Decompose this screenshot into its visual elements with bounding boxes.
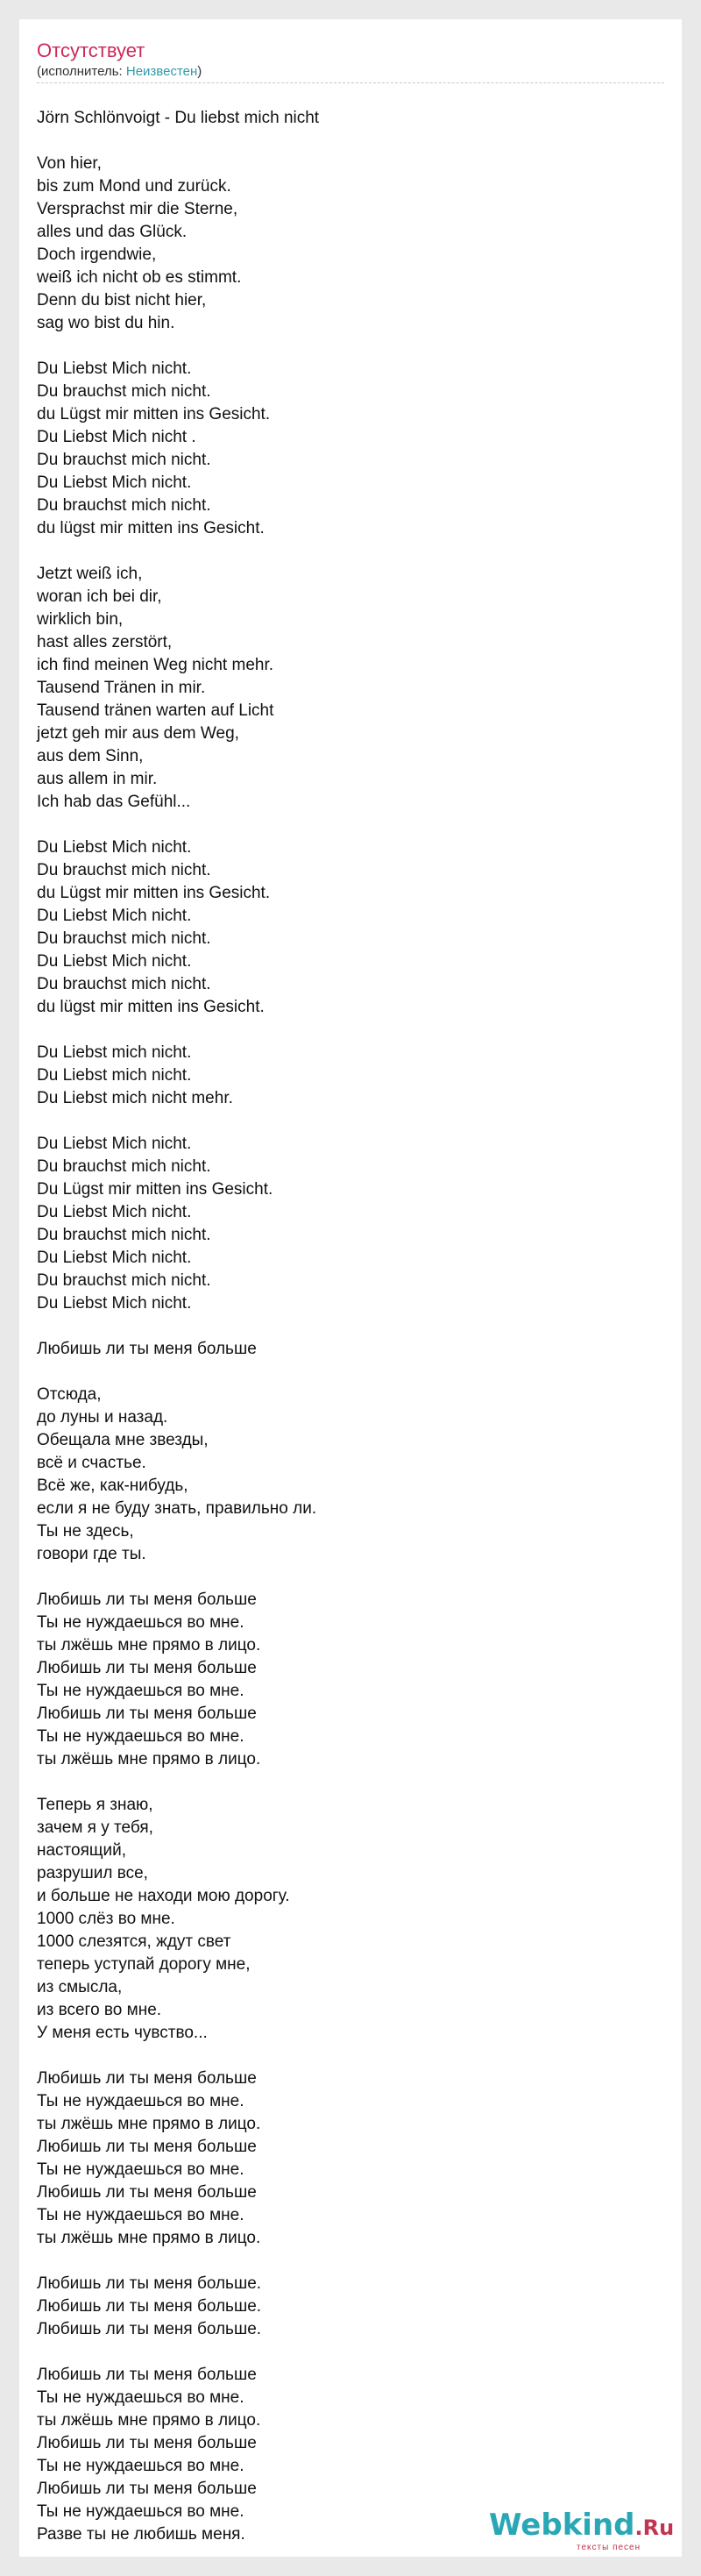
artist-line xyxy=(37,63,202,81)
header-divider xyxy=(37,82,664,83)
site-logo[interactable] xyxy=(489,2508,675,2560)
page-title: Отсутствует xyxy=(37,39,145,61)
artist-suffix: ) xyxy=(197,64,202,79)
lyrics-text: Jörn Schlönvoigt - Du liebst mich nicht Von hier, bis zum Mond und zurück. Versprachst mir die Sterne, alles und das Glück. Doch irgendwie, weiß ich nicht ob es stimmt. Denn du bist nicht hier, sag wo bist du hin. Du Liebst Mich nicht. Du brauchst mich nicht. du Lügst mir mitten ins Gesicht. Du Liebst Mich nicht . Du brauchst mich nicht. Du Liebst Mich nicht. Du brauchst mich nicht. du lügst mir mitten ins Gesicht. Jetzt weiß ich, woran ich bei dir, wirklich bin, hast alles zerstört, ich find meinen Weg nicht mehr. Tausend Tränen in mir. Tausend tränen warten auf Licht jetzt geh mir aus dem Weg, aus dem Sinn, aus allem in mir. Ich hab das Gefühl... Du Liebst Mich nicht. Du brauchst mich nicht. du Lügst mir mitten ins Gesicht. Du Liebst Mich nicht. Du brauchst mich nicht. Du Liebst Mich nicht. Du brauchst mich nicht. du lügst mir mitten ins Gesicht. Du Liebst mich nicht. Du Liebst mich nicht. Du Liebst mich nicht mehr. Du Liebst Mich nicht. Du brauchst mich nicht. Du Lügst mir mitten ins Gesicht. Du Liebst Mich nicht. Du brauchst mich nicht. Du Liebst Mich nicht. Du brauchst mich nicht. Du Liebst Mich nicht. Любишь ли ты меня больше Отсюда, до луны и назад. Обещала мне звезды, всё и счастье. Всё же, как-нибудь, если я не буду знать, правильно ли. Ты не здесь, говори где ты. Любишь ли ты меня больше Ты не нуждаешься во мне. ты лжёшь мне прямо в лицо. Любишь ли ты меня больше Ты не нуждаешься во мне. Любишь ли ты меня больше Ты не нуждаешься во мне. ты лжёшь мне прямо в лицо. Теперь я знаю, зачем я у тебя, настоящий, разрушил все, и больше не находи мою дорогу. 1000 слёз во мне. 1000 слезятся, ждут свет теперь уступай дорогу мне, из смысла, из всего во мне. У меня есть чувство... Любишь ли ты меня больше Ты не нуждаешься во мне. ты лжёшь мне прямо в лицо. Любишь ли ты меня больше Ты не нуждаешься во мне. Любишь ли ты меня больше Ты не нуждаешься во мне. ты лжёшь мне прямо в лицо. Любишь ли ты меня больше. Любишь ли ты меня больше. Любишь ли ты меня больше. Любишь ли ты меня больше Ты не нуждаешься во мне. ты лжёшь мне прямо в лицо. Любишь ли ты меня больше Ты не нуждаешься во мне. Любишь ли ты меня больше Ты не нуждаешься во мне. Разве ты не любишь меня. xyxy=(37,109,320,2544)
artist-link[interactable]: Неизвестен xyxy=(125,64,198,79)
logo-wordmark xyxy=(489,2508,674,2545)
lyrics-card xyxy=(19,19,682,2557)
logo-tagline: тексты песен xyxy=(577,2543,641,2552)
logo-tld: .Ru xyxy=(634,2516,675,2540)
logo-name: Webkind xyxy=(489,2508,635,2543)
artist-prefix: (исполнитель: xyxy=(37,64,126,79)
